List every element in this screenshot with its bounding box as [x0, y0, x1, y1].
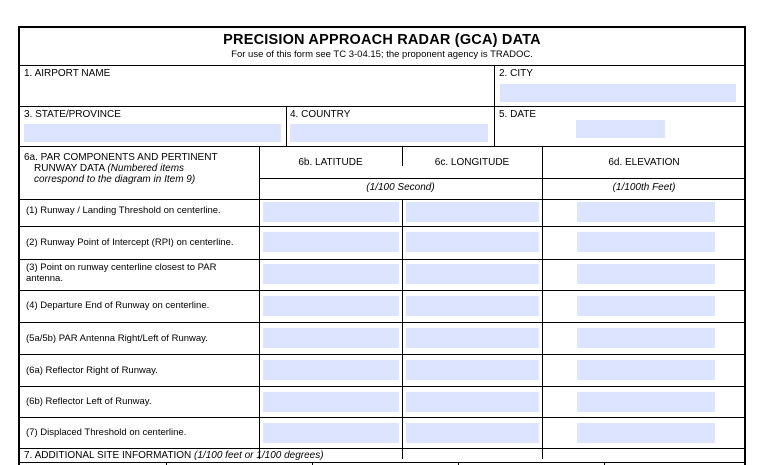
date-field[interactable] — [576, 120, 665, 138]
row-label-5 — [26, 333, 208, 344]
elevation-field-7[interactable] — [577, 392, 715, 412]
longitude-field-1[interactable] — [406, 202, 539, 222]
longitude-field-8[interactable] — [406, 423, 539, 443]
divider — [20, 146, 744, 147]
date-label: 5. DATE — [499, 109, 537, 120]
latitude-field-6[interactable] — [263, 360, 399, 380]
country-label: 4. COUNTRY — [290, 109, 351, 120]
elevation-field-6[interactable] — [577, 360, 715, 380]
components-header-line1: 6a. PAR COMPONENTS AND PERTINENT — [24, 152, 218, 163]
divider — [20, 226, 744, 227]
divider — [20, 354, 744, 355]
longitude-field-3[interactable] — [406, 264, 539, 284]
elevation-field-3[interactable] — [577, 264, 715, 284]
row-label-5-text: (5a/5b) PAR Antenna Right/Left of Runway. — [26, 333, 208, 344]
row-label-3-line1: (3) Point on runway centerline closest to PAR — [26, 262, 217, 273]
row-label-3-line2: antenna. — [26, 273, 63, 284]
latitude-field-2[interactable] — [263, 232, 399, 252]
divider — [20, 106, 744, 107]
row-label-6-text: (6a) Reflector Right of Runway. — [26, 365, 158, 376]
elevation-field-8[interactable] — [577, 423, 715, 443]
longitude-field-2[interactable] — [406, 232, 539, 252]
row-label-8-text: (7) Displaced Threshold on centerline. — [26, 427, 187, 438]
country-field[interactable] — [290, 124, 488, 142]
row-label-6 — [26, 365, 158, 376]
latitude-field-8[interactable] — [263, 423, 399, 443]
divider — [259, 178, 744, 179]
elevation-unit: (1/100th Feet) — [612, 182, 676, 193]
par-data-form — [18, 26, 746, 465]
form-title: PRECISION APPROACH RADAR (GCA) DATA — [223, 32, 541, 48]
latitude-field-3[interactable] — [263, 264, 399, 284]
state-label: 3. STATE/PROVINCE — [24, 109, 121, 120]
city-field[interactable] — [500, 84, 736, 102]
divider — [20, 462, 744, 463]
row-label-7-text: (6b) Reflector Left of Runway. — [26, 396, 152, 407]
longitude-field-5[interactable] — [406, 328, 539, 348]
row-label-1 — [26, 205, 221, 216]
longitude-header: 6c. LONGITUDE — [434, 157, 510, 168]
components-header-line2-italic: (Numbered items — [107, 163, 185, 174]
longitude-field-4[interactable] — [406, 296, 539, 316]
divider — [20, 386, 744, 387]
additional-info-label-italic: (1/100 feet or 1/100 degrees) — [194, 450, 324, 461]
divider — [494, 106, 495, 146]
row-label-8 — [26, 427, 186, 438]
additional-info-label — [24, 450, 324, 462]
latitude-field-4[interactable] — [263, 296, 399, 316]
form-subtitle: For use of this form see TC 3-04.15; the proponent agency is TRADOC. — [231, 49, 533, 60]
elevation-field-2[interactable] — [577, 232, 715, 252]
elevation-header: 6d. ELEVATION — [608, 157, 680, 168]
divider — [494, 65, 495, 106]
row-label-2-text: (2) Runway Point of Intercept (RPI) on centerline. — [26, 237, 234, 248]
latitude-field-5[interactable] — [263, 328, 399, 348]
elevation-field-1[interactable] — [577, 202, 715, 222]
city-label: 2. CITY — [499, 68, 533, 79]
divider — [20, 259, 744, 260]
row-label-2 — [26, 237, 234, 248]
latitude-field-1[interactable] — [263, 202, 399, 222]
divider — [286, 106, 287, 146]
row-label-7 — [26, 396, 152, 407]
airport-name-label: 1. AIRPORT NAME — [24, 68, 111, 79]
latitude-field-7[interactable] — [263, 392, 399, 412]
divider — [402, 199, 403, 459]
latitude-header: 6b. LATITUDE — [298, 157, 363, 168]
row-label-3 — [26, 262, 216, 284]
components-header-line2-text: RUNWAY DATA — [34, 163, 105, 174]
longitude-field-7[interactable] — [406, 392, 539, 412]
divider — [20, 199, 744, 200]
elevation-field-5[interactable] — [577, 328, 715, 348]
divider — [20, 290, 744, 291]
state-field[interactable] — [24, 124, 281, 142]
elevation-field-4[interactable] — [577, 296, 715, 316]
divider — [20, 322, 744, 323]
row-label-1-text: (1) Runway / Landing Threshold on centerline. — [26, 205, 221, 216]
divider — [20, 65, 744, 66]
components-header-line3: correspond to the diagram in Item 9) — [34, 174, 196, 185]
divider — [20, 448, 744, 449]
row-label-4-text: (4) Departure End of Runway on centerline. — [26, 300, 210, 311]
longitude-field-6[interactable] — [406, 360, 539, 380]
additional-info-label-text: 7. ADDITIONAL SITE INFORMATION — [24, 450, 192, 461]
latlong-unit: (1/100 Second) — [366, 182, 435, 193]
divider — [20, 417, 744, 418]
row-label-4 — [26, 300, 209, 311]
